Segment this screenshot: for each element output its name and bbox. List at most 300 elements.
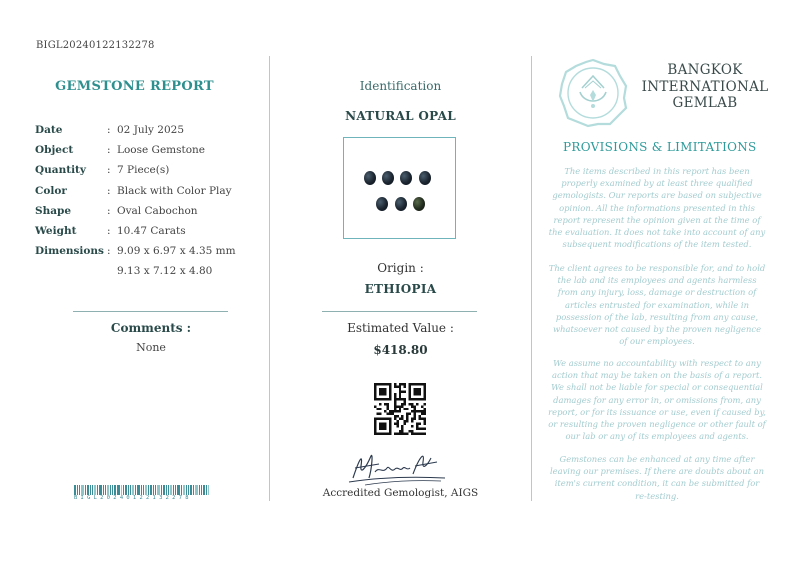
qr-module: [414, 415, 416, 417]
qr-module: [389, 428, 391, 430]
barcode-bar: [114, 485, 116, 495]
qr-module: [414, 408, 416, 410]
qr-module: [411, 430, 413, 432]
qr-module: [386, 418, 388, 420]
qr-module: [384, 425, 386, 427]
qr-module: [411, 425, 413, 427]
gemstone-4: [419, 171, 431, 185]
comments-value: None: [136, 341, 166, 354]
barcode-bar: [206, 485, 207, 495]
barcode-bar: [168, 485, 169, 495]
detail-label: Date: [35, 124, 63, 136]
qr-module: [399, 398, 401, 400]
qr-module: [406, 420, 408, 422]
barcode-bar: [121, 485, 122, 495]
report-title: GEMSTONE REPORT: [55, 79, 214, 94]
qr-module: [424, 433, 426, 435]
qr-module: [414, 390, 416, 392]
qr-module: [396, 433, 398, 435]
barcode-bar: [145, 485, 147, 495]
detail-row-object: [35, 140, 265, 160]
stone-name: NATURAL OPAL: [345, 109, 456, 123]
signature-icon: [345, 448, 450, 488]
qr-module: [424, 383, 426, 385]
barcode-bar: [105, 485, 106, 495]
qr-module: [411, 418, 413, 420]
qr-module: [391, 410, 393, 412]
qr-module: [424, 420, 426, 422]
qr-module: [416, 383, 418, 385]
qr-module: [394, 418, 396, 420]
qr-module: [419, 423, 421, 425]
qr-module: [404, 400, 406, 402]
qr-module: [411, 398, 413, 400]
qr-module: [424, 403, 426, 405]
qr-module: [404, 433, 406, 435]
gemstone-5: [376, 197, 388, 211]
qr-module: [424, 398, 426, 400]
barcode-bar: [208, 485, 209, 495]
qr-module: [399, 433, 401, 435]
qr-module: [379, 403, 381, 405]
qr-module: [414, 433, 416, 435]
barcode-bar: [85, 485, 86, 495]
barcode-bar: [107, 485, 109, 495]
detail-colon: :: [107, 124, 111, 136]
barcode-bar: [90, 485, 91, 495]
qr-module: [409, 413, 411, 415]
gemstone-3: [400, 171, 412, 185]
qr-module: [396, 423, 398, 425]
qr-module: [416, 398, 418, 400]
detail-row-shape: [35, 201, 265, 221]
detail-colon: :: [107, 225, 111, 238]
qr-module: [414, 418, 416, 420]
qr-module: [401, 398, 403, 400]
qr-module: [424, 428, 426, 430]
qr-module: [409, 383, 411, 385]
qr-module: [374, 393, 376, 395]
qr-module: [399, 410, 401, 412]
qr-module: [404, 403, 406, 405]
qr-module: [376, 398, 378, 400]
qr-module: [374, 430, 376, 432]
origin-label: Origin :: [377, 261, 424, 275]
provisions-paragraph: The client agrees to be responsible for, and to hold the lab and its employees and agents harmless from any injury, loss, damage or destruction of articles entrusted for examination, while in possession of the lab, resulting from any cause, whatsoever not caused by the proven negligence of our employees.: [548, 263, 766, 347]
qr-module: [416, 388, 418, 390]
value-divider: [322, 311, 477, 312]
qr-module: [394, 415, 396, 417]
qr-module: [414, 388, 416, 390]
qr-module: [374, 418, 376, 420]
qr-module: [384, 423, 386, 425]
barcode-bar: [203, 485, 205, 495]
qr-module: [414, 413, 416, 415]
barcode-bar: [183, 485, 185, 495]
detail-label: Shape: [35, 204, 72, 217]
qr-module: [399, 395, 401, 397]
barcode-bar: [186, 485, 187, 495]
qr-module: [411, 405, 413, 407]
qr-module: [399, 385, 401, 387]
qr-module: [389, 413, 391, 415]
qr-module: [396, 425, 398, 427]
qr-module: [379, 423, 381, 425]
barcode-icon: [74, 485, 229, 495]
qr-module: [419, 388, 421, 390]
qr-module: [384, 403, 386, 405]
qr-module: [374, 390, 376, 392]
qr-module: [389, 410, 391, 412]
barcode-bar: [150, 485, 152, 495]
qr-module: [379, 408, 381, 410]
qr-module: [424, 408, 426, 410]
report-number: BIGL20240122132278: [36, 40, 155, 51]
qr-module: [401, 390, 403, 392]
barcode-bar: [190, 485, 192, 495]
qr-module: [394, 403, 396, 405]
qr-module: [386, 405, 388, 407]
qr-module: [419, 393, 421, 395]
gemstone-7: [413, 197, 425, 211]
barcode-bar: [188, 485, 189, 495]
qr-module: [399, 393, 401, 395]
qr-module: [376, 413, 378, 415]
qr-module: [416, 393, 418, 395]
barcode-bar: [79, 485, 80, 495]
lab-logo-icon: [558, 58, 628, 128]
qr-module: [401, 415, 403, 417]
qr-module: [389, 390, 391, 392]
qr-module: [404, 398, 406, 400]
lab-name-line: BANGKOK: [667, 62, 743, 78]
barcode-bar: [170, 485, 172, 495]
barcode-bar: [103, 485, 104, 495]
qr-module: [421, 383, 423, 385]
detail-colon: :: [107, 245, 111, 258]
qr-module: [416, 410, 418, 412]
barcode-bar: [193, 485, 194, 495]
qr-module: [414, 410, 416, 412]
lab-name-line: GEMLAB: [672, 95, 738, 111]
detail-row-weight: [35, 221, 265, 241]
qr-module: [389, 433, 391, 435]
qr-module: [384, 398, 386, 400]
comments-divider: [73, 311, 228, 312]
qr-module: [389, 418, 391, 420]
qr-module: [394, 398, 396, 400]
qr-module: [414, 383, 416, 385]
qr-module: [424, 390, 426, 392]
qr-module: [374, 405, 376, 407]
detail-label: Color: [35, 184, 67, 197]
barcode-bar: [155, 485, 156, 495]
qr-module: [379, 393, 381, 395]
provisions-paragraph: We assume no accountability with respect to any action that may be taken on the basis of a report. We shall not be liable for special or consequential damages for any error in, or omissions from, any report, or for its issuance or use, even if caused by, or resulting the proven negligence or other fault of our lab or any of its employees and agents.: [548, 358, 766, 442]
qr-module: [389, 430, 391, 432]
barcode-bar: [117, 485, 120, 495]
qr-module: [401, 428, 403, 430]
barcode-bar: [92, 485, 93, 495]
detail-colon: :: [107, 204, 111, 217]
qr-module: [419, 428, 421, 430]
qr-module: [404, 423, 406, 425]
qr-module: [421, 418, 423, 420]
barcode-bar: [195, 485, 198, 495]
detail-label: Weight: [35, 225, 77, 238]
qr-module: [389, 395, 391, 397]
barcode-bar: [135, 485, 136, 495]
qr-module: [419, 398, 421, 400]
qr-module: [411, 383, 413, 385]
qr-module: [384, 428, 386, 430]
qr-module: [424, 388, 426, 390]
qr-module: [384, 410, 386, 412]
qr-module: [421, 433, 423, 435]
qr-module: [384, 388, 386, 390]
barcode-bar: [181, 485, 182, 495]
detail-row-quantity: [35, 160, 265, 180]
qr-module: [389, 385, 391, 387]
qr-module: [386, 398, 388, 400]
qr-module: [416, 390, 418, 392]
qr-module: [389, 398, 391, 400]
qr-module: [374, 385, 376, 387]
qr-module: [374, 383, 376, 385]
detail-value: Oval Cabochon: [117, 204, 198, 217]
qr-module: [424, 423, 426, 425]
qr-module: [401, 433, 403, 435]
barcode-bar: [110, 485, 111, 495]
detail-row-dimensions: [35, 241, 265, 261]
qr-module: [394, 393, 396, 395]
details-list: [35, 120, 265, 282]
detail-label: Dimensions: [35, 245, 104, 258]
qr-module: [406, 413, 408, 415]
qr-module: [416, 423, 418, 425]
qr-module: [376, 383, 378, 385]
qr-module: [401, 403, 403, 405]
qr-module: [416, 425, 418, 427]
qr-module: [389, 393, 391, 395]
qr-module: [374, 398, 376, 400]
qr-module: [401, 383, 403, 385]
barcode-bar: [128, 485, 129, 495]
barcode-bar: [177, 485, 180, 495]
qr-module: [379, 383, 381, 385]
detail-value: 7 Piece(s): [117, 164, 170, 177]
qr-module: [381, 398, 383, 400]
qr-module: [421, 413, 423, 415]
provisions-paragraph: The items described in this report has been properly examined by at least three qualified gemologists. Our reports are based on subjective opinion. All the informations presented in this report represent the opinion given at the time of the evaluation. It does not take into account of any subsequent modifications of the item tested.: [548, 166, 766, 250]
qr-module: [401, 425, 403, 427]
qr-module: [381, 388, 383, 390]
qr-module: [389, 423, 391, 425]
barcode-bar: [175, 485, 176, 495]
qr-module: [374, 395, 376, 397]
qr-module: [409, 390, 411, 392]
qr-module: [409, 430, 411, 432]
barcode-bar: [148, 485, 149, 495]
qr-module: [406, 433, 408, 435]
barcode-bar: [201, 485, 202, 495]
qr-module: [404, 408, 406, 410]
qr-module: [406, 418, 408, 420]
detail-row-dimensions-2: [35, 261, 265, 281]
qr-module: [381, 390, 383, 392]
detail-colon: :: [107, 184, 111, 197]
column-divider-right: [531, 56, 532, 501]
qr-module: [394, 395, 396, 397]
qr-module: [399, 388, 401, 390]
qr-module: [379, 413, 381, 415]
barcode-bar: [99, 485, 102, 495]
comments-label: Comments :: [110, 321, 192, 335]
qr-module: [416, 433, 418, 435]
qr-module: [419, 415, 421, 417]
qr-module: [384, 390, 386, 392]
qr-module: [421, 398, 423, 400]
gemstone-6: [395, 197, 407, 211]
qr-module: [404, 420, 406, 422]
qr-module: [384, 433, 386, 435]
qr-module: [399, 418, 401, 420]
barcode-bar: [77, 485, 78, 495]
qr-module: [389, 383, 391, 385]
detail-row-color: [35, 181, 265, 201]
barcode-bar: [153, 485, 154, 495]
qr-module: [396, 410, 398, 412]
qr-module: [396, 405, 398, 407]
qr-module: [424, 395, 426, 397]
qr-module: [394, 383, 396, 385]
qr-module: [394, 410, 396, 412]
barcode-bar: [74, 485, 76, 495]
qr-module: [394, 433, 396, 435]
barcode-bar: [137, 485, 140, 495]
detail-value: 02 July 2025: [117, 124, 185, 136]
qr-module: [399, 430, 401, 432]
barcode-bar: [157, 485, 160, 495]
qr-module: [381, 383, 383, 385]
barcode-bar: [173, 485, 174, 495]
qr-module: [421, 405, 423, 407]
qr-module: [424, 385, 426, 387]
qr-module: [399, 405, 401, 407]
qr-module: [389, 425, 391, 427]
qr-module: [396, 385, 398, 387]
qr-module: [381, 393, 383, 395]
qr-module: [411, 433, 413, 435]
qr-module: [411, 420, 413, 422]
gemstone-1: [364, 171, 376, 185]
qr-module: [411, 403, 413, 405]
provisions-paragraph: Gemstones can be enhanced at any time after leaving our premises. If there are doubts about an item's current condition, it can be submitted for re-testing.: [549, 454, 765, 501]
origin-value: ETHIOPIA: [364, 282, 437, 296]
detail-colon: :: [107, 144, 111, 157]
detail-colon: :: [107, 164, 111, 177]
qr-module: [424, 413, 426, 415]
gemstone-photo: [343, 137, 456, 239]
barcode-bar: [161, 485, 162, 495]
qr-module: [409, 398, 411, 400]
qr-module: [394, 405, 396, 407]
qr-module: [379, 428, 381, 430]
qr-module: [419, 390, 421, 392]
qr-module: [411, 410, 413, 412]
qr-module: [414, 405, 416, 407]
barcode-bar: [163, 485, 165, 495]
barcode-text: BIGL20240122132278: [74, 495, 192, 501]
qr-module: [376, 418, 378, 420]
qr-module: [374, 425, 376, 427]
qr-module: [376, 433, 378, 435]
barcode-bar: [81, 485, 84, 495]
lab-name-line: INTERNATIONAL: [641, 78, 769, 95]
qr-module: [404, 385, 406, 387]
qr-module: [374, 428, 376, 430]
qr-module: [374, 433, 376, 435]
qr-module: [401, 418, 403, 420]
qr-module: [379, 433, 381, 435]
qr-module: [414, 393, 416, 395]
qr-module: [409, 385, 411, 387]
qr-module: [381, 433, 383, 435]
barcode-bar: [97, 485, 98, 495]
qr-module: [374, 420, 376, 422]
qr-module: [421, 428, 423, 430]
qr-module: [406, 408, 408, 410]
detail-value: Black with Color Play: [117, 184, 232, 197]
barcode-bar: [132, 485, 134, 495]
qr-module: [391, 413, 393, 415]
barcode-bar: [143, 485, 144, 495]
qr-module: [421, 410, 423, 412]
qr-module: [384, 393, 386, 395]
qr-module: [386, 403, 388, 405]
qr-module: [404, 383, 406, 385]
qr-module: [384, 418, 386, 420]
estimated-value: $418.80: [373, 343, 428, 357]
qr-code-icon: [374, 383, 426, 435]
qr-module: [374, 423, 376, 425]
qr-module: [424, 410, 426, 412]
estimated-value-label: Estimated Value :: [347, 321, 454, 335]
qr-module: [416, 403, 418, 405]
qr-module: [404, 390, 406, 392]
qr-module: [401, 405, 403, 407]
qr-module: [389, 388, 391, 390]
qr-module: [416, 428, 418, 430]
qr-module: [399, 390, 401, 392]
qr-module: [401, 430, 403, 432]
qr-module: [424, 393, 426, 395]
qr-module: [394, 423, 396, 425]
qr-module: [379, 425, 381, 427]
detail-row-date: [35, 120, 265, 140]
qr-module: [379, 398, 381, 400]
qr-module: [414, 398, 416, 400]
qr-module: [396, 415, 398, 417]
barcode-bar: [130, 485, 131, 495]
identification-label: Identification: [359, 79, 442, 93]
qr-module: [386, 408, 388, 410]
qr-module: [389, 420, 391, 422]
qr-module: [379, 390, 381, 392]
qr-module: [419, 410, 421, 412]
qr-module: [396, 420, 398, 422]
qr-module: [374, 388, 376, 390]
